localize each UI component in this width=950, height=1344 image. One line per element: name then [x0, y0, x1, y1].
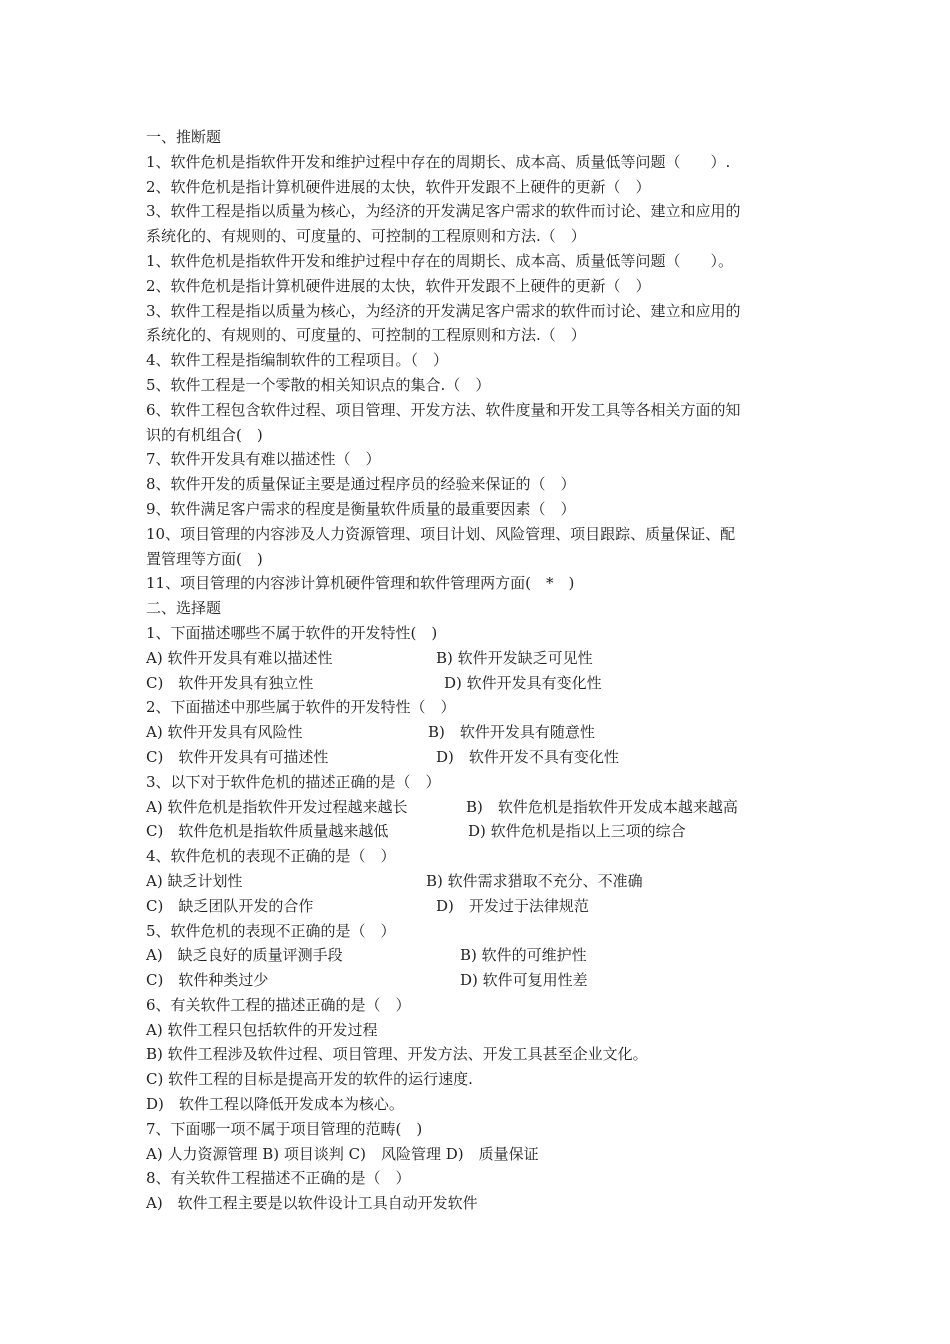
question-line: 置管理等方面( )	[146, 549, 263, 568]
option-a: A) 软件工程只包括软件的开发过程	[146, 1020, 378, 1039]
question-stem: 2、下面描述中那些属于软件的开发特性（ ）	[146, 698, 456, 717]
option-list: A) 人力资源管理 B) 项目谈判 C) 风险管理 D) 质量保证	[146, 1144, 539, 1163]
option-row	[146, 968, 816, 993]
question-line: 系统化的、有规则的、可度量的、可控制的工程原则和方法.（ ）	[146, 326, 586, 345]
option-b: B) 软件开发具有随意性	[428, 723, 595, 742]
question-line: 识的有机组合( )	[146, 425, 263, 444]
option-d: D) 开发过于法律规范	[436, 896, 589, 915]
question-stem: 5、软件危机的表现不正确的是（ ）	[146, 921, 396, 940]
question-stem: 3、以下对于软件危机的描述正确的是（ ）	[146, 772, 441, 791]
option-c: C) 软件种类过少	[146, 971, 269, 990]
option-c: C) 缺乏团队开发的合作	[146, 896, 314, 915]
option-d: D) 软件危机是指以上三项的综合	[468, 822, 686, 841]
question-line: 1、软件危机是指软件开发和维护过程中存在的周期长、成本高、质量低等问题（ ）.	[146, 152, 731, 171]
option-a: A) 软件工程主要是以软件设计工具自动开发软件	[146, 1194, 478, 1213]
question-stem: 8、有关软件工程描述不正确的是（ ）	[146, 1169, 411, 1188]
option-row	[146, 795, 816, 820]
option-c: C) 软件危机是指软件质量越来越低	[146, 822, 389, 841]
option-a: A) 软件危机是指软件开发过程越来越长	[146, 797, 408, 816]
option-b: B) 软件危机是指软件开发成本越来越高	[466, 797, 738, 816]
option-row	[146, 720, 816, 745]
option-row	[146, 819, 816, 844]
option-b: B) 软件开发缺乏可见性	[436, 648, 593, 667]
option-c: C) 软件开发具有独立性	[146, 673, 314, 692]
question-line: 6、软件工程包含软件过程、项目管理、开发方法、软件度量和开发工具等各相关方面的知	[146, 400, 741, 419]
question-stem: 7、下面哪一项不属于项目管理的范畴( )	[146, 1119, 423, 1138]
option-d: D) 软件开发不具有变化性	[436, 747, 619, 766]
option-row	[146, 894, 816, 919]
option-a: A) 缺乏良好的质量评测手段	[146, 946, 343, 965]
document-body	[146, 125, 816, 1216]
option-c: C) 软件工程的目标是提高开发的软件的运行速度.	[146, 1070, 473, 1089]
option-d: D) 软件可复用性差	[460, 971, 588, 990]
question-line: 系统化的、有规则的、可度量的、可控制的工程原则和方法.（ ）	[146, 227, 586, 246]
option-d: D) 软件工程以降低开发成本为核心。	[146, 1095, 404, 1114]
question-line: 11、项目管理的内容涉计算机硬件管理和软件管理两方面( * )	[146, 574, 575, 593]
option-b: B) 软件的可维护性	[460, 946, 587, 965]
option-c: C) 软件开发具有可描述性	[146, 747, 329, 766]
option-b: B) 软件需求猎取不充分、不准确	[426, 871, 643, 890]
section-heading-judgment: 一、推断题	[146, 128, 222, 146]
question-line: 5、软件工程是一个零散的相关知识点的集合.（ ）	[146, 375, 491, 394]
option-row	[146, 943, 816, 968]
question-stem: 4、软件危机的表现不正确的是（ ）	[146, 847, 396, 866]
section-heading-choice: 二、选择题	[146, 599, 222, 618]
question-line: 2、软件危机是指计算机硬件进展的太快，软件开发跟不上硬件的更新（ ）	[146, 276, 651, 295]
option-a: A) 软件开发具有难以描述性	[146, 648, 333, 667]
question-line: 3、软件工程是指以质量为核心，为经济的开发满足客户需求的软件而讨论、建立和应用的	[146, 202, 741, 221]
question-line: 4、软件工程是指编制软件的工程项目。（ ）	[146, 351, 449, 370]
question-stem: 6、有关软件工程的描述正确的是（ ）	[146, 995, 411, 1014]
option-a: A) 缺乏计划性	[146, 871, 243, 890]
question-stem: 1、下面描述哪些不属于软件的开发特性( )	[146, 623, 438, 642]
option-row	[146, 745, 816, 770]
question-line: 7、软件开发具有难以描述性（ ）	[146, 450, 381, 469]
question-line: 8、软件开发的质量保证主要是通过程序员的经验来保证的（ ）	[146, 475, 576, 494]
question-line: 10、项目管理的内容涉及人力资源管理、项目计划、风险管理、项目跟踪、质量保证、配	[146, 524, 736, 543]
option-row	[146, 869, 816, 894]
option-row	[146, 671, 816, 696]
question-line: 2、软件危机是指计算机硬件进展的太快，软件开发跟不上硬件的更新（ ）	[146, 177, 651, 196]
question-line: 9、软件满足客户需求的程度是衡量软件质量的最重要因素（ ）	[146, 499, 576, 518]
question-line: 1、软件危机是指软件开发和维护过程中存在的周期长、成本高、质量低等问题（ ）。	[146, 251, 734, 270]
option-b: B) 软件工程涉及软件过程、项目管理、开发方法、开发工具甚至企业文化。	[146, 1045, 648, 1064]
question-line: 3、软件工程是指以质量为核心，为经济的开发满足客户需求的软件而讨论、建立和应用的	[146, 301, 741, 320]
option-a: A) 软件开发具有风险性	[146, 723, 303, 742]
option-d: D) 软件开发具有变化性	[444, 673, 602, 692]
option-row	[146, 646, 816, 671]
